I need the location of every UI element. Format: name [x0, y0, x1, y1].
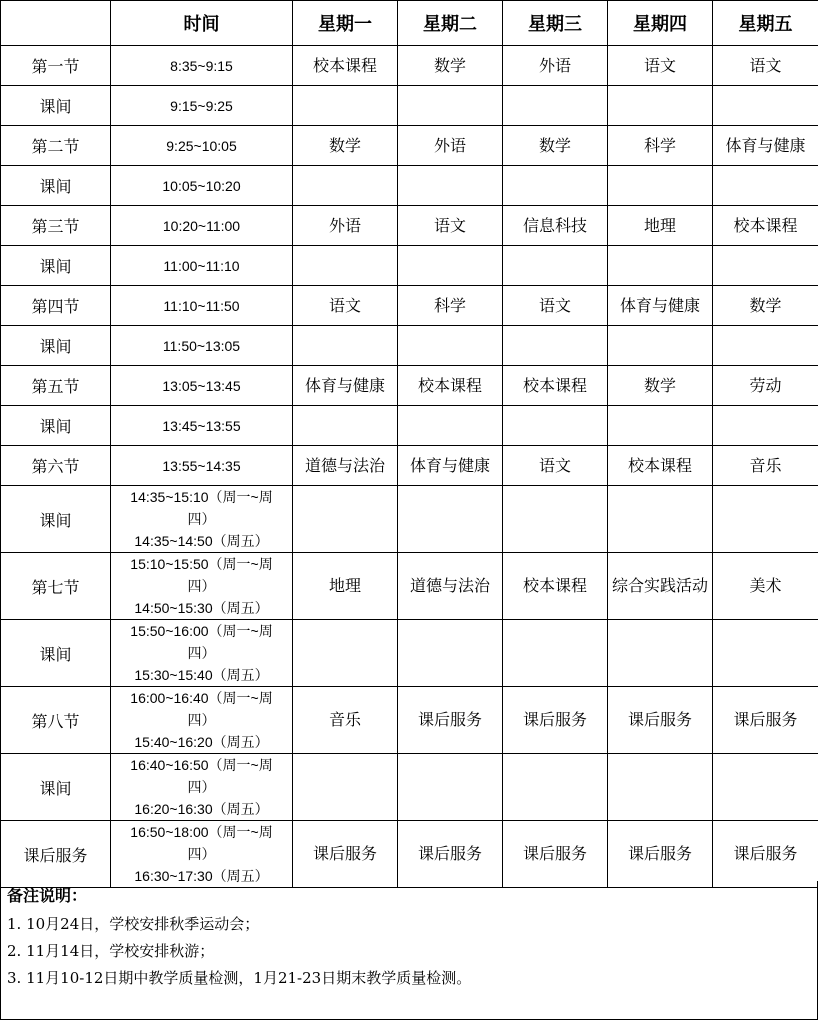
subject-cell: 美术 — [713, 553, 818, 620]
period-cell: 课后服务 — [1, 821, 111, 888]
time-cell — [111, 126, 293, 166]
header-corner-cell — [1, 1, 111, 46]
time-line: 16:30~17:30（周五） — [134, 868, 269, 884]
subject-cell — [713, 86, 818, 126]
notes-section — [0, 881, 818, 1020]
subject-cell: 科学 — [608, 126, 713, 166]
subject-cell — [503, 246, 608, 286]
period-cell: 第五节 — [1, 366, 111, 406]
time-line: 11:00~11:10 — [163, 257, 240, 274]
time-line: 15:30~15:40（周五） — [134, 667, 269, 683]
subject-cell: 校本课程 — [608, 446, 713, 486]
header-thursday-cell: 星期四 — [608, 1, 713, 46]
time-cell — [111, 246, 293, 286]
note-item: 2. 11月14日，学校安排秋游； — [7, 942, 215, 960]
period-cell: 第七节 — [1, 553, 111, 620]
note-item: 1. 10月24日，学校安排秋季运动会； — [7, 915, 260, 933]
table-row — [1, 126, 818, 166]
subject-cell: 课后服务 — [398, 687, 503, 754]
period-cell: 课间 — [1, 246, 111, 286]
time-line: 四） — [187, 578, 216, 594]
period-cell: 第三节 — [1, 206, 111, 246]
time-line: 四） — [187, 511, 216, 527]
subject-cell — [713, 166, 818, 206]
subject-cell: 语文 — [503, 446, 608, 486]
time-line: 10:05~10:20 — [162, 177, 241, 194]
time-line: 16:20~16:30（周五） — [134, 801, 269, 817]
time-cell — [111, 687, 293, 754]
subject-cell: 音乐 — [293, 687, 398, 754]
period-cell: 课间 — [1, 166, 111, 206]
subject-cell: 综合实践活动 — [608, 553, 713, 620]
subject-cell: 数学 — [608, 366, 713, 406]
subject-cell — [293, 754, 398, 821]
notes-title: 备注说明： — [7, 888, 88, 905]
subject-cell — [293, 326, 398, 366]
time-line: 9:15~9:25 — [170, 97, 233, 114]
time-cell — [111, 553, 293, 620]
header-monday-cell: 星期一 — [293, 1, 398, 46]
subject-cell: 语文 — [398, 206, 503, 246]
subject-cell: 外语 — [398, 126, 503, 166]
time-cell — [111, 166, 293, 206]
period-cell: 第二节 — [1, 126, 111, 166]
subject-cell: 劳动 — [713, 366, 818, 406]
time-line: 9:25~10:05 — [166, 137, 237, 154]
subject-cell: 课后服务 — [398, 821, 503, 888]
time-line: 15:50~16:00（周一~周 — [130, 623, 273, 639]
time-cell — [111, 754, 293, 821]
subject-cell: 音乐 — [713, 446, 818, 486]
subject-cell: 校本课程 — [398, 366, 503, 406]
subject-cell: 外语 — [293, 206, 398, 246]
subject-cell — [713, 406, 818, 446]
period-cell: 课间 — [1, 86, 111, 126]
period-cell: 课间 — [1, 326, 111, 366]
subject-cell — [398, 754, 503, 821]
subject-cell — [608, 166, 713, 206]
subject-cell — [503, 166, 608, 206]
time-cell — [111, 446, 293, 486]
time-cell — [111, 46, 293, 86]
period-cell: 课间 — [1, 754, 111, 821]
period-cell: 第八节 — [1, 687, 111, 754]
time-line: 11:10~11:50 — [163, 297, 240, 314]
subject-cell — [293, 86, 398, 126]
subject-cell — [608, 486, 713, 553]
table-row — [1, 687, 818, 754]
table-row — [1, 821, 818, 888]
subject-cell — [398, 620, 503, 687]
subject-cell: 课后服务 — [608, 821, 713, 888]
subject-cell — [293, 486, 398, 553]
subject-cell: 语文 — [503, 286, 608, 326]
table-row — [1, 620, 818, 687]
header-row — [1, 1, 818, 46]
time-cell — [111, 86, 293, 126]
period-cell: 第四节 — [1, 286, 111, 326]
subject-cell — [398, 166, 503, 206]
subject-cell — [713, 486, 818, 553]
period-cell: 课间 — [1, 406, 111, 446]
time-line: 16:00~16:40（周一~周 — [130, 690, 273, 706]
table-row — [1, 86, 818, 126]
subject-cell — [503, 754, 608, 821]
subject-cell: 体育与健康 — [398, 446, 503, 486]
period-cell: 课间 — [1, 486, 111, 553]
table-row — [1, 46, 818, 86]
period-cell: 第六节 — [1, 446, 111, 486]
subject-cell: 课后服务 — [503, 687, 608, 754]
time-cell — [111, 326, 293, 366]
table-row — [1, 286, 818, 326]
subject-cell: 体育与健康 — [713, 126, 818, 166]
subject-cell: 校本课程 — [503, 553, 608, 620]
table-row — [1, 406, 818, 446]
subject-cell: 语文 — [608, 46, 713, 86]
subject-cell: 信息科技 — [503, 206, 608, 246]
subject-cell: 体育与健康 — [608, 286, 713, 326]
table-row — [1, 553, 818, 620]
subject-cell: 道德与法治 — [293, 446, 398, 486]
subject-cell — [713, 326, 818, 366]
subject-cell — [398, 486, 503, 553]
subject-cell: 数学 — [713, 286, 818, 326]
subject-cell — [713, 620, 818, 687]
subject-cell — [608, 326, 713, 366]
time-line: 16:50~18:00（周一~周 — [130, 824, 273, 840]
subject-cell: 课后服务 — [713, 821, 818, 888]
time-line: 11:50~13:05 — [162, 337, 241, 354]
subject-cell: 科学 — [398, 286, 503, 326]
subject-cell — [503, 406, 608, 446]
time-line: 四） — [187, 645, 216, 661]
note-item: 3. 11月10-12日期中教学质量检测，1月21-23日期末教学质量检测。 — [7, 969, 472, 987]
subject-cell — [503, 620, 608, 687]
subject-cell: 体育与健康 — [293, 366, 398, 406]
subject-cell: 道德与法治 — [398, 553, 503, 620]
time-line: 10:20~11:00 — [162, 217, 241, 234]
subject-cell — [293, 246, 398, 286]
time-line: 8:35~9:15 — [170, 57, 233, 74]
table-row — [1, 206, 818, 246]
subject-cell — [608, 86, 713, 126]
subject-cell — [713, 754, 818, 821]
subject-cell — [293, 406, 398, 446]
subject-cell — [293, 620, 398, 687]
time-cell — [111, 406, 293, 446]
time-line: 四） — [187, 712, 216, 728]
subject-cell — [398, 86, 503, 126]
time-line: 14:50~15:30（周五） — [134, 600, 269, 616]
table-row — [1, 754, 818, 821]
subject-cell: 地理 — [293, 553, 398, 620]
time-cell — [111, 620, 293, 687]
subject-cell — [608, 754, 713, 821]
subject-cell — [503, 486, 608, 553]
time-cell — [111, 366, 293, 406]
time-cell — [111, 206, 293, 246]
time-line: 16:40~16:50（周一~周 — [130, 757, 273, 773]
header-wednesday-cell: 星期三 — [503, 1, 608, 46]
subject-cell — [293, 166, 398, 206]
subject-cell: 课后服务 — [293, 821, 398, 888]
time-cell — [111, 486, 293, 553]
subject-cell — [608, 246, 713, 286]
subject-cell: 语文 — [713, 46, 818, 86]
table-row — [1, 246, 818, 286]
subject-cell: 课后服务 — [713, 687, 818, 754]
header-friday-cell: 星期五 — [713, 1, 818, 46]
subject-cell: 校本课程 — [713, 206, 818, 246]
table-row — [1, 326, 818, 366]
time-line: 13:55~14:35 — [162, 457, 241, 474]
header-time-cell: 时间 — [111, 1, 293, 46]
time-line: 14:35~14:50（周五） — [134, 533, 269, 549]
subject-cell — [398, 246, 503, 286]
table-row — [1, 166, 818, 206]
time-cell — [111, 286, 293, 326]
time-line: 13:45~13:55 — [162, 417, 241, 434]
table-row — [1, 486, 818, 553]
subject-cell: 校本课程 — [293, 46, 398, 86]
subject-cell — [608, 620, 713, 687]
subject-cell: 地理 — [608, 206, 713, 246]
time-line: 13:05~13:45 — [162, 377, 241, 394]
table-row — [1, 366, 818, 406]
subject-cell: 语文 — [293, 286, 398, 326]
subject-cell: 外语 — [503, 46, 608, 86]
subject-cell: 数学 — [503, 126, 608, 166]
subject-cell — [398, 326, 503, 366]
period-cell: 第一节 — [1, 46, 111, 86]
subject-cell: 课后服务 — [608, 687, 713, 754]
time-line: 14:35~15:10（周一~周 — [130, 489, 273, 505]
subject-cell — [608, 406, 713, 446]
subject-cell: 课后服务 — [503, 821, 608, 888]
header-tuesday-cell: 星期二 — [398, 1, 503, 46]
subject-cell — [398, 406, 503, 446]
time-line: 15:10~15:50（周一~周 — [130, 556, 273, 572]
subject-cell: 数学 — [293, 126, 398, 166]
subject-cell — [503, 86, 608, 126]
period-cell: 课间 — [1, 620, 111, 687]
subject-cell: 数学 — [398, 46, 503, 86]
time-line: 15:40~16:20（周五） — [134, 734, 269, 750]
subject-cell: 校本课程 — [503, 366, 608, 406]
time-line: 四） — [187, 779, 216, 795]
table-row — [1, 446, 818, 486]
subject-cell — [503, 326, 608, 366]
subject-cell — [713, 246, 818, 286]
time-line: 四） — [187, 846, 216, 862]
time-cell — [111, 821, 293, 888]
